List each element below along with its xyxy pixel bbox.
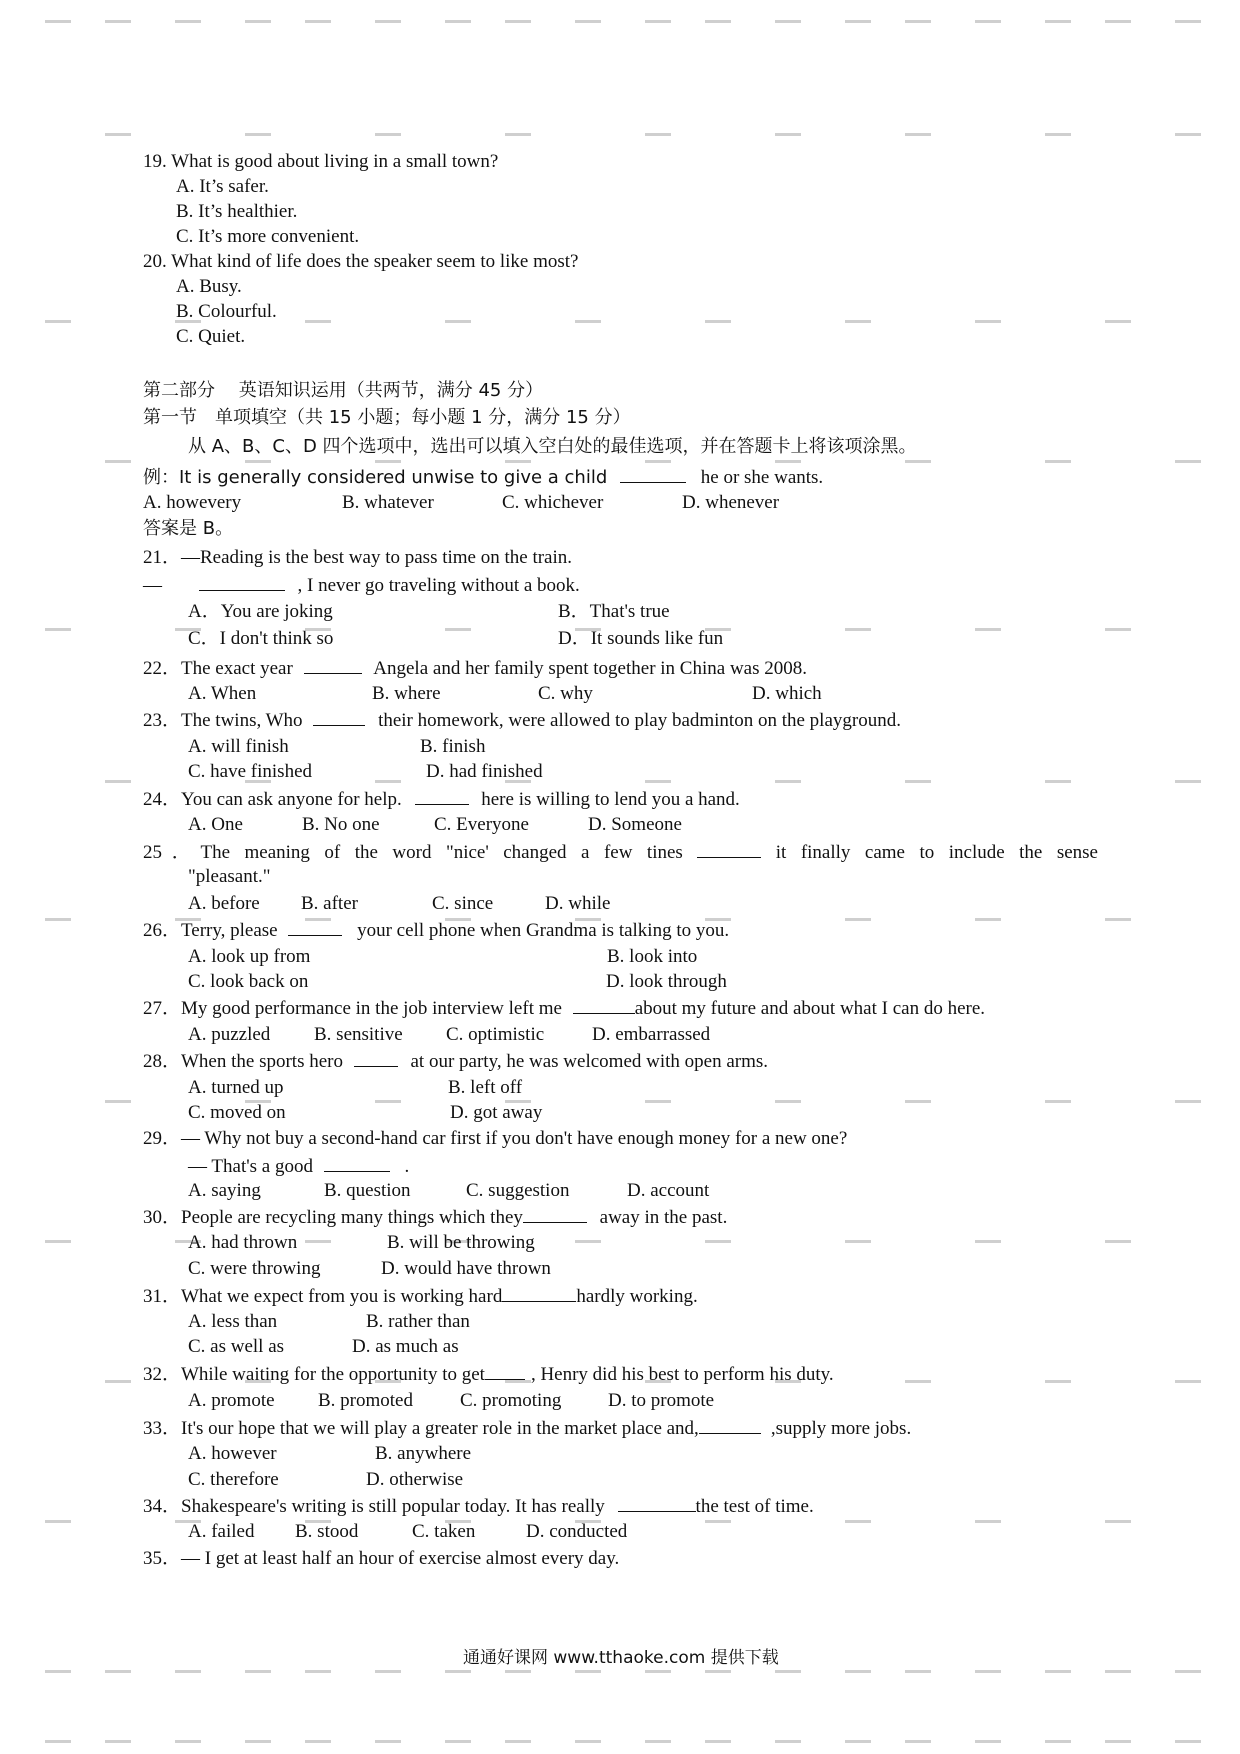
answer-blank bbox=[485, 1363, 525, 1380]
question-33-option-d: D. otherwise bbox=[366, 1469, 464, 1490]
watermark-mark bbox=[845, 1240, 871, 1243]
watermark-mark bbox=[245, 20, 271, 23]
watermark-mark bbox=[305, 1670, 331, 1673]
question-34-stem: 34．Shakespeare's writing is still popular today. It has really the test of time. bbox=[143, 1496, 814, 1517]
watermark-mark bbox=[375, 20, 401, 23]
watermark-mark bbox=[645, 1100, 671, 1103]
question-30-stem: 30．People are recycling many things which they away in the past. bbox=[143, 1207, 728, 1228]
watermark-mark bbox=[1105, 918, 1131, 921]
watermark-mark bbox=[1105, 20, 1131, 23]
watermark-mark bbox=[1105, 1670, 1131, 1673]
watermark-mark bbox=[45, 918, 71, 921]
watermark-mark bbox=[845, 20, 871, 23]
watermark-mark bbox=[905, 1100, 931, 1103]
watermark-mark bbox=[1045, 1100, 1071, 1103]
example-option-a: A. howevery bbox=[143, 492, 242, 513]
watermark-mark bbox=[1105, 628, 1131, 631]
watermark-mark bbox=[645, 460, 671, 463]
question-20-option-a: A. Busy. bbox=[176, 276, 242, 297]
watermark-mark bbox=[1175, 460, 1201, 463]
watermark-mark bbox=[905, 133, 931, 136]
watermark-mark bbox=[1045, 1670, 1071, 1673]
watermark-mark bbox=[905, 20, 931, 23]
watermark-mark bbox=[645, 20, 671, 23]
watermark-mark bbox=[1045, 20, 1071, 23]
question-24-option-d: D. Someone bbox=[588, 814, 682, 835]
question-31-option-d: D. as much as bbox=[352, 1336, 459, 1357]
watermark-mark bbox=[305, 1740, 331, 1743]
watermark-mark bbox=[175, 1670, 201, 1673]
watermark-mark bbox=[105, 1100, 131, 1103]
watermark-mark bbox=[705, 20, 731, 23]
question-29-option-c: C. suggestion bbox=[466, 1180, 570, 1201]
watermark-mark bbox=[975, 1670, 1001, 1673]
question-32-option-b: B. promoted bbox=[318, 1390, 413, 1411]
watermark-mark bbox=[105, 1380, 131, 1383]
answer-blank bbox=[523, 1206, 587, 1223]
watermark-mark bbox=[105, 20, 131, 23]
watermark-mark bbox=[445, 628, 471, 631]
watermark-mark bbox=[175, 1740, 201, 1743]
question-29-line2: — That's a good . bbox=[188, 1156, 410, 1177]
watermark-mark bbox=[845, 1520, 871, 1523]
watermark-mark bbox=[105, 460, 131, 463]
question-30-option-d: D. would have thrown bbox=[381, 1258, 551, 1279]
question-28-option-b: B. left off bbox=[448, 1077, 523, 1098]
watermark-mark bbox=[45, 320, 71, 323]
question-34-option-c: C. taken bbox=[412, 1521, 476, 1542]
watermark-mark bbox=[705, 320, 731, 323]
watermark-mark bbox=[975, 320, 1001, 323]
question-27-option-d: D. embarrassed bbox=[592, 1024, 711, 1045]
question-26-option-c: C. look back on bbox=[188, 971, 309, 992]
question-23-option-b: B. finish bbox=[420, 736, 486, 757]
watermark-mark bbox=[905, 1740, 931, 1743]
watermark-mark bbox=[505, 20, 531, 23]
page-footer: 通通好课网 www.tthaoke.com 提供下载 bbox=[463, 1648, 779, 1668]
answer-blank bbox=[288, 919, 342, 936]
watermark-mark bbox=[305, 320, 331, 323]
question-26-option-a: A. look up from bbox=[188, 946, 311, 967]
watermark-mark bbox=[705, 1520, 731, 1523]
watermark-mark bbox=[775, 1100, 801, 1103]
watermark-mark bbox=[975, 1740, 1001, 1743]
answer-blank bbox=[304, 657, 362, 674]
watermark-mark bbox=[575, 1240, 601, 1243]
watermark-mark bbox=[45, 20, 71, 23]
watermark-mark bbox=[1045, 1380, 1071, 1383]
question-28-option-c: C. moved on bbox=[188, 1102, 286, 1123]
watermark-mark bbox=[1045, 1740, 1071, 1743]
watermark-mark bbox=[645, 780, 671, 783]
watermark-mark bbox=[905, 460, 931, 463]
watermark-mark bbox=[645, 1670, 671, 1673]
question-28-stem: 28．When the sports hero at our party, he was welcomed with open arms. bbox=[143, 1051, 769, 1072]
question-31-option-c: C. as well as bbox=[188, 1336, 285, 1357]
watermark-mark bbox=[575, 320, 601, 323]
question-22-option-b: B. where bbox=[372, 683, 441, 704]
question-25-option-b: B. after bbox=[301, 893, 358, 914]
question-20-stem: 20. What kind of life does the speaker seem to like most? bbox=[143, 251, 579, 272]
watermark-mark bbox=[1105, 320, 1131, 323]
section-one-title: 第一节 单项填空（共 15 小题；每小题 1 分，满分 15 分） bbox=[143, 407, 631, 428]
watermark-mark bbox=[45, 1670, 71, 1673]
answer-blank bbox=[620, 466, 686, 483]
watermark-mark bbox=[705, 1670, 731, 1673]
watermark-mark bbox=[1045, 460, 1071, 463]
question-29-option-d: D. account bbox=[627, 1180, 710, 1201]
question-32-stem: 32．While waiting for the opportunity to get , Henry did his best to perform his duty. bbox=[143, 1364, 834, 1385]
question-34-option-a: A. failed bbox=[188, 1521, 255, 1542]
watermark-mark bbox=[1045, 780, 1071, 783]
question-25-stem: 25．The meaning of the word "nice' changed a few tines it finally came to include the sense bbox=[143, 842, 1098, 863]
question-33-option-b: B. anywhere bbox=[375, 1443, 472, 1464]
watermark-mark bbox=[775, 1670, 801, 1673]
watermark-mark bbox=[575, 20, 601, 23]
answer-blank bbox=[324, 1155, 390, 1172]
question-30-option-a: A. had thrown bbox=[188, 1232, 298, 1253]
answer-blank bbox=[697, 841, 761, 858]
example-answer: 答案是 B。 bbox=[143, 518, 234, 539]
watermark-mark bbox=[45, 628, 71, 631]
example-option-d: D. whenever bbox=[682, 492, 780, 513]
watermark-mark bbox=[905, 1670, 931, 1673]
watermark-mark bbox=[575, 1670, 601, 1673]
watermark-mark bbox=[245, 133, 271, 136]
answer-blank bbox=[354, 1050, 398, 1067]
watermark-mark bbox=[1175, 20, 1201, 23]
question-28-option-a: A. turned up bbox=[188, 1077, 284, 1098]
question-22-option-d: D. which bbox=[752, 683, 822, 704]
question-26-option-d: D. look through bbox=[606, 971, 727, 992]
watermark-mark bbox=[645, 133, 671, 136]
watermark-mark bbox=[375, 780, 401, 783]
watermark-mark bbox=[375, 1740, 401, 1743]
question-34-option-d: D. conducted bbox=[526, 1521, 628, 1542]
question-21-line1: 21．—Reading is the best way to pass time on the train. bbox=[143, 547, 573, 568]
watermark-mark bbox=[305, 1240, 331, 1243]
question-31-option-b: B. rather than bbox=[366, 1311, 470, 1332]
question-24-option-b: B. No one bbox=[302, 814, 380, 835]
watermark-mark bbox=[305, 20, 331, 23]
watermark-mark bbox=[975, 628, 1001, 631]
question-19-option-a: A. It’s safer. bbox=[176, 176, 269, 197]
question-27-option-b: B. sensitive bbox=[314, 1024, 403, 1045]
question-30-option-b: B. will be throwing bbox=[387, 1232, 535, 1253]
watermark-mark bbox=[1105, 1240, 1131, 1243]
watermark-mark bbox=[1045, 133, 1071, 136]
watermark-mark bbox=[375, 460, 401, 463]
question-22-option-c: C. why bbox=[538, 683, 593, 704]
question-23-option-a: A. will finish bbox=[188, 736, 289, 757]
watermark-mark bbox=[575, 1740, 601, 1743]
watermark-mark bbox=[975, 20, 1001, 23]
answer-blank bbox=[199, 574, 285, 591]
watermark-mark bbox=[905, 780, 931, 783]
watermark-mark bbox=[845, 628, 871, 631]
question-23-stem: 23．The twins, Who their homework, were allowed to play badminton on the playground. bbox=[143, 710, 901, 731]
watermark-mark bbox=[975, 1240, 1001, 1243]
watermark-mark bbox=[445, 320, 471, 323]
watermark-mark bbox=[45, 1520, 71, 1523]
watermark-mark bbox=[1175, 1380, 1201, 1383]
watermark-mark bbox=[1105, 1740, 1131, 1743]
watermark-mark bbox=[905, 1380, 931, 1383]
question-25-stem-continued: "pleasant." bbox=[188, 866, 271, 887]
watermark-mark bbox=[445, 1740, 471, 1743]
part-two-title: 第二部分 英语知识运用（共两节，满分 45 分） bbox=[143, 380, 544, 401]
question-20-option-c: C. Quiet. bbox=[176, 326, 246, 347]
question-25-option-c: C. since bbox=[432, 893, 494, 914]
question-23-option-c: C. have finished bbox=[188, 761, 313, 782]
question-33-stem: 33．It's our hope that we will play a greater role in the market place and, ,supply more jobs. bbox=[143, 1418, 912, 1439]
question-25-option-a: A. before bbox=[188, 893, 260, 914]
question-23-option-d: D. had finished bbox=[426, 761, 543, 782]
question-27-option-a: A. puzzled bbox=[188, 1024, 271, 1045]
watermark-mark bbox=[505, 133, 531, 136]
example-stem: 例：It is generally considered unwise to give a child he or she wants. bbox=[143, 467, 824, 488]
watermark-mark bbox=[1175, 1100, 1201, 1103]
answer-blank bbox=[699, 1417, 761, 1434]
watermark-mark bbox=[505, 1670, 531, 1673]
section-instructions: 从 A、B、C、D 四个选项中，选出可以填入空白处的最佳选项，并在答题卡上将该项涂黑。 bbox=[188, 436, 917, 457]
question-24-stem: 24．You can ask anyone for help. here is willing to lend you a hand. bbox=[143, 789, 740, 810]
question-32-option-d: D. to promote bbox=[608, 1390, 715, 1411]
watermark-mark bbox=[975, 1520, 1001, 1523]
question-35-line1: 35．— I get at least half an hour of exercise almost every day. bbox=[143, 1548, 620, 1569]
question-22-stem: 22．The exact year Angela and her family spent together in China was 2008. bbox=[143, 658, 807, 679]
watermark-mark bbox=[505, 460, 531, 463]
watermark-mark bbox=[105, 133, 131, 136]
question-19-option-c: C. It’s more convenient. bbox=[176, 226, 360, 247]
question-21-option-b: B．That's true bbox=[558, 601, 670, 622]
watermark-mark bbox=[845, 320, 871, 323]
watermark-mark bbox=[705, 1740, 731, 1743]
watermark-mark bbox=[105, 1740, 131, 1743]
watermark-mark bbox=[1175, 1740, 1201, 1743]
question-25-option-d: D. while bbox=[545, 893, 611, 914]
watermark-mark bbox=[775, 20, 801, 23]
question-24-option-c: C. Everyone bbox=[434, 814, 529, 835]
question-21-line2: — , I never go traveling without a book. bbox=[143, 575, 580, 596]
watermark-mark bbox=[375, 133, 401, 136]
question-29-option-a: A. saying bbox=[188, 1180, 261, 1201]
watermark-mark bbox=[245, 1670, 271, 1673]
question-31-option-a: A. less than bbox=[188, 1311, 278, 1332]
watermark-mark bbox=[1105, 1520, 1131, 1523]
example-option-c: C. whichever bbox=[502, 492, 604, 513]
question-28-option-d: D. got away bbox=[450, 1102, 543, 1123]
question-33-option-a: A. however bbox=[188, 1443, 277, 1464]
question-27-option-c: C. optimistic bbox=[446, 1024, 545, 1045]
answer-blank bbox=[415, 788, 469, 805]
question-26-stem: 26．Terry, please your cell phone when Grandma is talking to you. bbox=[143, 920, 730, 941]
question-21-option-c: C．I don't think so bbox=[188, 628, 334, 649]
question-24-option-a: A. One bbox=[188, 814, 243, 835]
answer-blank bbox=[313, 709, 365, 726]
answer-blank bbox=[573, 997, 635, 1014]
watermark-mark bbox=[1175, 1670, 1201, 1673]
watermark-mark bbox=[45, 1740, 71, 1743]
watermark-mark bbox=[845, 918, 871, 921]
watermark-mark bbox=[1175, 133, 1201, 136]
question-21-option-a: A．You are joking bbox=[188, 601, 333, 622]
watermark-mark bbox=[245, 1740, 271, 1743]
question-33-option-c: C. therefore bbox=[188, 1469, 279, 1490]
question-31-stem: 31．What we expect from you is working hard hardly working. bbox=[143, 1286, 698, 1307]
question-29-line1: 29．— Why not buy a second-hand car first if you don't have enough money for a new one? bbox=[143, 1128, 848, 1149]
answer-blank bbox=[502, 1285, 576, 1302]
watermark-mark bbox=[845, 1670, 871, 1673]
watermark-mark bbox=[175, 20, 201, 23]
question-22-option-a: A. When bbox=[188, 683, 257, 704]
question-29-option-b: B. question bbox=[324, 1180, 411, 1201]
watermark-mark bbox=[775, 460, 801, 463]
watermark-mark bbox=[445, 1670, 471, 1673]
question-26-option-b: B. look into bbox=[607, 946, 698, 967]
watermark-mark bbox=[445, 20, 471, 23]
watermark-mark bbox=[45, 1240, 71, 1243]
question-21-option-d: D．It sounds like fun bbox=[558, 628, 724, 649]
watermark-mark bbox=[505, 1740, 531, 1743]
watermark-mark bbox=[775, 133, 801, 136]
watermark-mark bbox=[705, 1240, 731, 1243]
watermark-mark bbox=[375, 1100, 401, 1103]
watermark-mark bbox=[375, 1670, 401, 1673]
watermark-mark bbox=[245, 460, 271, 463]
watermark-mark bbox=[105, 780, 131, 783]
watermark-mark bbox=[975, 918, 1001, 921]
question-34-option-b: B. stood bbox=[295, 1521, 359, 1542]
question-19-stem: 19. What is good about living in a small town? bbox=[143, 151, 499, 172]
question-27-stem: 27．My good performance in the job interview left me about my future and about what I can do here. bbox=[143, 998, 986, 1019]
watermark-mark bbox=[105, 1670, 131, 1673]
example-option-b: B. whatever bbox=[342, 492, 434, 513]
question-19-option-b: B. It’s healthier. bbox=[176, 201, 298, 222]
watermark-mark bbox=[775, 1740, 801, 1743]
question-32-option-c: C. promoting bbox=[460, 1390, 562, 1411]
question-30-option-c: C. were throwing bbox=[188, 1258, 321, 1279]
watermark-mark bbox=[775, 780, 801, 783]
question-32-option-a: A. promote bbox=[188, 1390, 275, 1411]
watermark-mark bbox=[645, 1740, 671, 1743]
question-20-option-b: B. Colourful. bbox=[176, 301, 277, 322]
watermark-mark bbox=[1175, 780, 1201, 783]
answer-blank bbox=[618, 1495, 696, 1512]
watermark-mark bbox=[845, 1740, 871, 1743]
